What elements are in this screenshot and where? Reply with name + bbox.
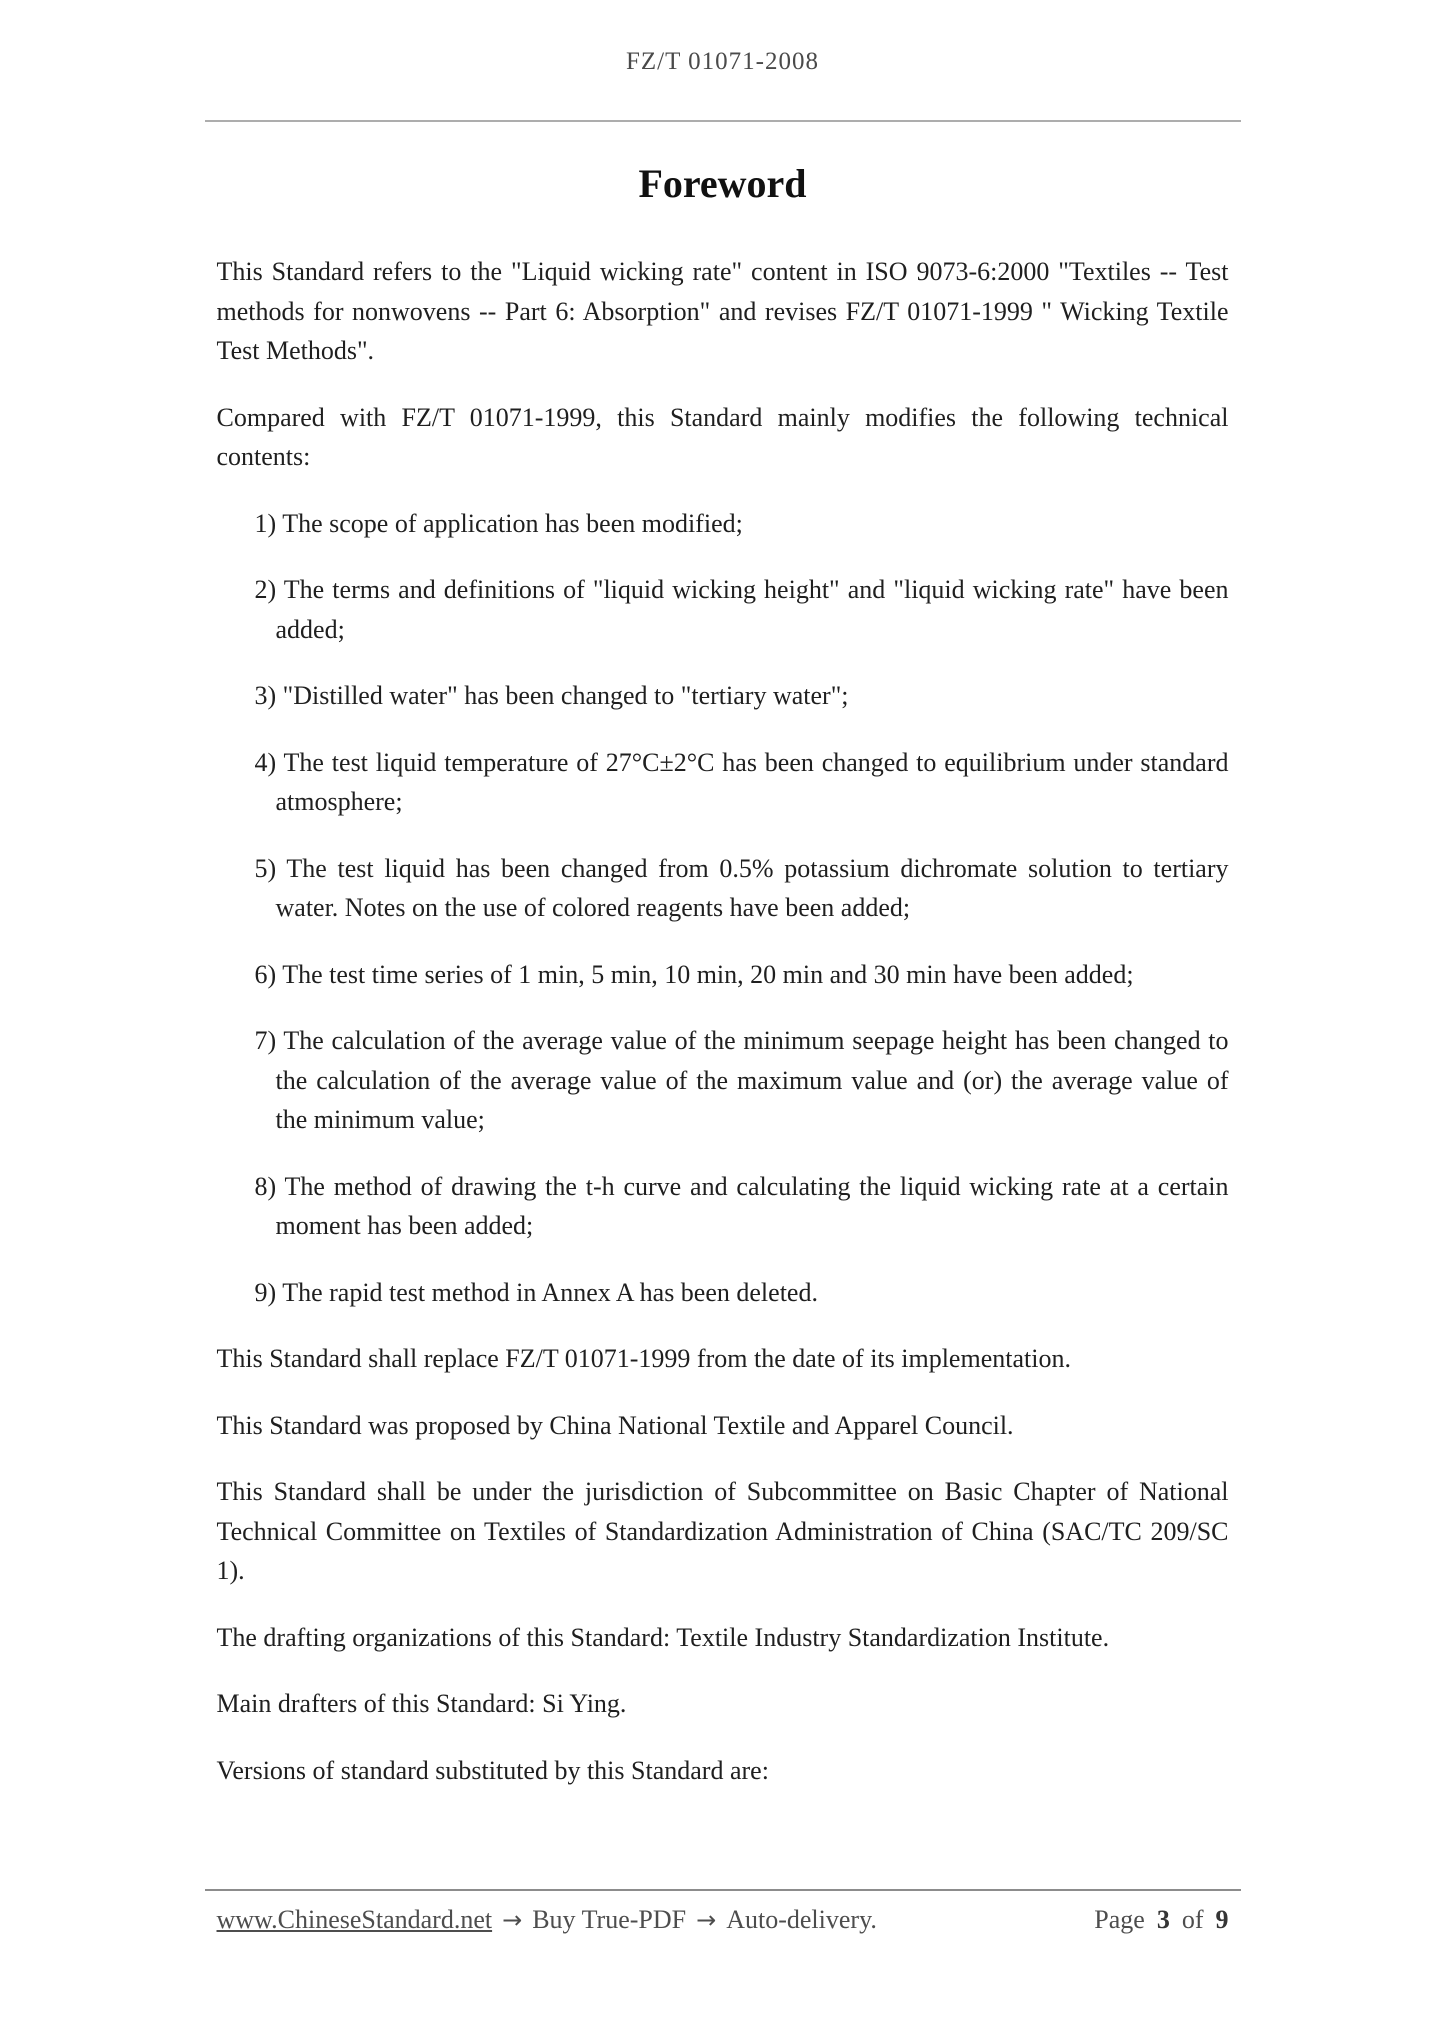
page-label: Page xyxy=(1094,1905,1145,1934)
intro-paragraph: Compared with FZ/T 01071-1999, this Standard mainly modifies the following technical contents: xyxy=(216,402,1229,471)
footer-link[interactable]: www.ChineseStandard.net xyxy=(216,1905,493,1934)
right-arrow-icon: → xyxy=(502,1906,523,1934)
page-indicator xyxy=(1094,1900,1228,1940)
closing-paragraph: This Standard shall be under the jurisdiction of Subcommittee on Basic Chapter of National Technical Committee on Textiles of Standardization Administration of China (SAC/TC 209/SC 1). xyxy=(216,1477,1229,1585)
right-arrow-icon: → xyxy=(696,1906,717,1934)
footer-step-buy: Buy True-PDF xyxy=(532,1905,687,1934)
list-item xyxy=(205,504,1241,544)
item-text: The calculation of the average value of the minimum seepage height has been changed to the calculation of the average value of the maximum value and (or) the average value of the minimum value; xyxy=(275,1026,1229,1134)
page-total: 9 xyxy=(1215,1905,1229,1934)
item-number: 1) xyxy=(254,508,277,538)
footer-row xyxy=(205,1900,1241,1941)
closing-paragraph: Versions of standard substituted by this Standard are: xyxy=(216,1755,769,1785)
item-text: The test liquid has been changed from 0.5% potassium dichromate solution to tertiary water. Notes on the use of colored reagents have been added; xyxy=(275,853,1229,922)
closing-paragraph: Main drafters of this Standard: Si Ying. xyxy=(216,1689,627,1718)
list-item xyxy=(205,849,1241,928)
item-text: The test liquid temperature of 27°C±2°C has been changed to equilibrium under standard atmosphere; xyxy=(275,747,1229,816)
item-number: 7) xyxy=(254,1026,277,1055)
page-title: Foreword xyxy=(638,161,807,206)
item-text: The test time series of 1 min, 5 min, 10 min, 20 min and 30 min have been added; xyxy=(282,959,1134,989)
header-doc-number: FZ/T 01071-2008 xyxy=(625,48,819,75)
item-number: 3) xyxy=(254,681,277,710)
closing-paragraph: This Standard was proposed by China National Textile and Apparel Council. xyxy=(216,1410,1014,1440)
list-item xyxy=(205,1273,1241,1313)
page-number: 3 xyxy=(1156,1905,1170,1934)
item-text: "Distilled water" has been changed to "tertiary water"; xyxy=(282,681,849,710)
intro-paragraph: This Standard refers to the "Liquid wicking rate" content in ISO 9073-6:2000 "Textiles -- Test methods for nonwovens -- Part 6: Absorption" and revises FZ/T 01071-1999 " Wicking Textile Test Methods". xyxy=(216,257,1229,365)
of-label: of xyxy=(1181,1905,1204,1934)
item-number: 5) xyxy=(254,853,277,883)
footer xyxy=(205,1889,1241,1941)
list-item xyxy=(205,676,1241,716)
list-item xyxy=(205,743,1241,822)
list-item xyxy=(205,570,1241,649)
closing-paragraph: This Standard shall replace FZ/T 01071-1999 from the date of its implementation. xyxy=(216,1344,1071,1373)
header-rule xyxy=(205,120,1241,122)
item-text: The method of drawing the t-h curve and calculating the liquid wicking rate at a certain moment has been added; xyxy=(275,1171,1229,1240)
closing-paragraph: The drafting organizations of this Standard: Textile Industry Standardization Institute. xyxy=(216,1622,1110,1652)
item-text: The terms and definitions of "liquid wicking height" and "liquid wicking rate" have been added; xyxy=(275,575,1229,644)
footer-info xyxy=(217,1900,877,1941)
item-number: 4) xyxy=(254,747,277,777)
footer-step-delivery: Auto-delivery. xyxy=(726,1905,877,1934)
list-item xyxy=(205,1021,1241,1140)
list-item xyxy=(205,955,1241,995)
item-number: 6) xyxy=(254,959,277,989)
item-text: The rapid test method in Annex A has been deleted. xyxy=(282,1277,818,1307)
list-item xyxy=(205,1167,1241,1246)
item-number: 8) xyxy=(254,1171,277,1201)
document-body xyxy=(205,252,1241,1790)
footer-rule xyxy=(205,1889,1241,1891)
item-number: 2) xyxy=(254,575,277,604)
item-text: The scope of application has been modified; xyxy=(282,508,743,538)
item-number: 9) xyxy=(254,1277,277,1307)
